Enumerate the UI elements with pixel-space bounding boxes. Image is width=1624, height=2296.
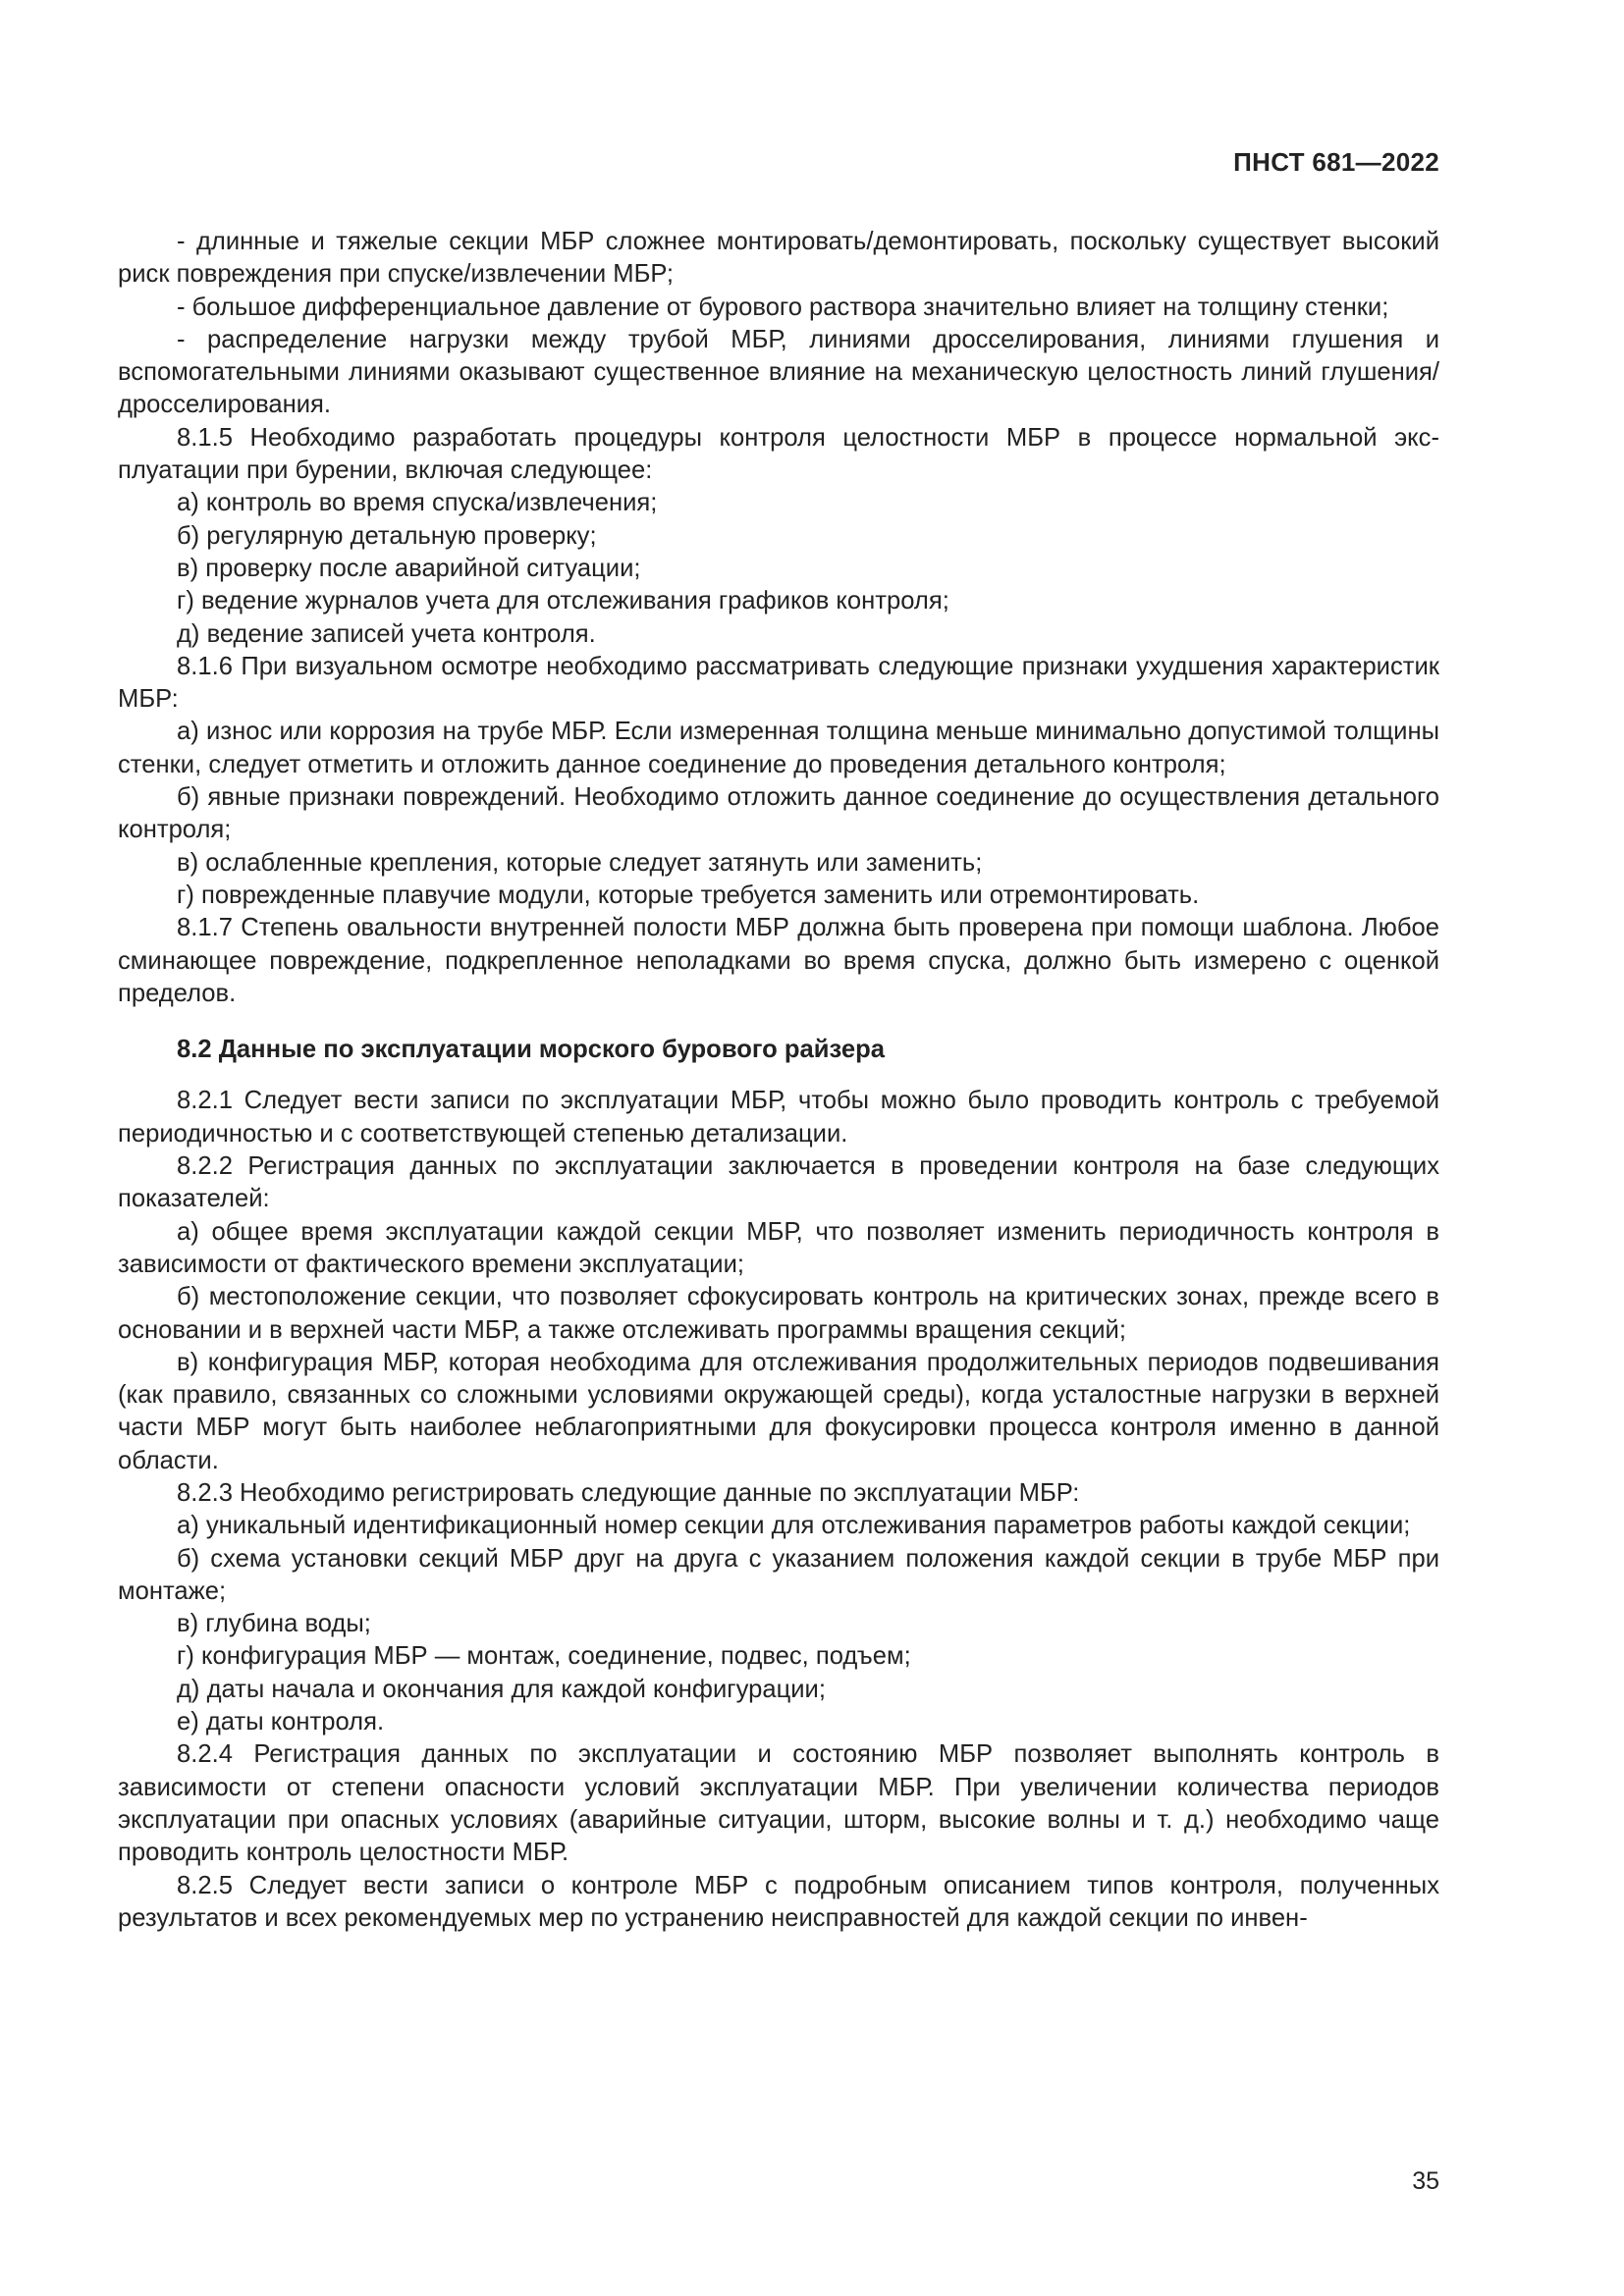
paragraph: 8.1.5 Необходимо разработать процедуры контроля целостности МБР в процессе нормальной эксплуатации при бурении, включая следующее: xyxy=(118,423,1439,485)
paragraph: г) конфигурация МБР — монтаж, соединение, подвес, подъем; xyxy=(177,1642,911,1671)
paragraph: б) регулярную детальную проверку; xyxy=(177,521,597,550)
paragraph: а) уникальный идентификационный номер секции для отслеживания параметров работы каждой секции; xyxy=(177,1512,1411,1540)
paragraph: д) ведение записей учета контроля. xyxy=(177,619,596,648)
paragraph: г) поврежденные плавучие модули, которые требуется заменить или отремонтировать. xyxy=(177,881,1200,909)
paragraph: б) схема установки секций МБР друг на друга с указанием положения каждой секции в трубе МБР при монтаже; xyxy=(118,1544,1439,1605)
paragraph: 8.2.3 Необходимо регистрировать следующие данные по эксплуатации МБР: xyxy=(177,1478,1080,1507)
paragraph: 8.2.1 Следует вести записи по эксплуатации МБР, чтобы можно было проводить контроль с требуемой периодичностью и с соответствующей степенью детализации. xyxy=(118,1087,1439,1148)
paragraph: - распределение нагрузки между трубой МБР, линиями дросселирования, линиями глушения и вспомогательными линиями оказывают существенное влияние на механическую целостность линий глушения/дросселирования. xyxy=(118,325,1439,419)
paragraph: 8.2.2 Регистрация данных по эксплуатации заключается в проведении контроля на базе следующих показателей: xyxy=(118,1152,1439,1213)
paragraph: 8.2.4 Регистрация данных по эксплуатации и состоянию МБР позволяет выполнять контроль в зависимости от степени опасности условий эксплуатации МБР. При увеличении количества периодов эксплуатации при опасных условиях (аварийные ситуации, шторм, высокие волны и т. д.) необходимо чаще проводить контроль целостности МБР. xyxy=(118,1740,1439,1867)
paragraph: - длинные и тяжелые секции МБР сложнее монтировать/демонтировать, поскольку существует высокий риск повреждения при спуске/извлечении МБР; xyxy=(118,228,1439,289)
paragraph: 8.1.6 При визуальном осмотре необходимо рассматривать следующие признаки ухудшения характеристик МБР: xyxy=(118,652,1439,714)
paragraph: в) ослабленные крепления, которые следует затянуть или заменить; xyxy=(177,848,983,877)
paragraph: в) глубина воды; xyxy=(177,1610,371,1638)
paragraph: а) общее время эксплуатации каждой секции МБР, что позволяет изменить периодичность контроля в зависимости от фактического времени эксплуатации; xyxy=(118,1217,1439,1278)
paragraph: д) даты начала и окончания для каждой конфигурации; xyxy=(177,1675,826,1703)
paragraph: е) даты контроля. xyxy=(177,1708,385,1736)
paragraph: 8.1.7 Степень овальности внутренней полости МБР должна быть проверена при помощи шаблона. Любое сминающее повреждение, подкрепленное неполадками во время спуска, должно быть измерено с оценкой пределов. xyxy=(118,914,1439,1007)
paragraph: - большое дифференциальное давление от бурового раствора значительно влияет на толщину стенки; xyxy=(177,293,1389,321)
paragraph: а) контроль во время спуска/извлечения; xyxy=(177,489,658,517)
paragraph: в) проверку после аварийной ситуации; xyxy=(177,554,641,582)
page-number: 35 xyxy=(1412,2167,1439,2195)
paragraph: г) ведение журналов учета для отслеживания графиков контроля; xyxy=(177,587,949,615)
paragraph: 8.2.5 Следует вести записи о контроле МБР с подробным описанием типов контроля, полученных результатов и всех рекомендуемых мер по устранению неисправностей для каждой секции по инвен- xyxy=(118,1871,1439,1932)
document-code-header: ПНСТ 681—2022 xyxy=(1233,147,1439,177)
paragraph: а) износ или коррозия на трубе МБР. Если измеренная толщина меньше минимально допустимой толщины стенки, следует отметить и отложить данное соединение до проведения детального контроля; xyxy=(118,718,1439,778)
document-body xyxy=(118,226,1439,1935)
paragraph: б) явные признаки повреждений. Необходимо отложить данное соединение до осуществления детального контроля; xyxy=(118,783,1439,844)
paragraph: б) местоположение секции, что позволяет сфокусировать контроль на критических зонах, прежде всего в основании и в верхней части МБР, а также отслеживать программы вращения секций; xyxy=(118,1283,1439,1344)
section-heading: 8.2 Данные по эксплуатации морского бурового райзера xyxy=(177,1036,885,1064)
paragraph: в) конфигурация МБР, которая необходима для отслеживания продолжительных периодов подвешивания (как правило, связанных со сложными условиями окружающей среды), когда усталостные нагрузки в верхней части МБР могут быть наиболее неблагоприятными для фокусировки процесса контроля именно в данной области. xyxy=(118,1348,1439,1474)
